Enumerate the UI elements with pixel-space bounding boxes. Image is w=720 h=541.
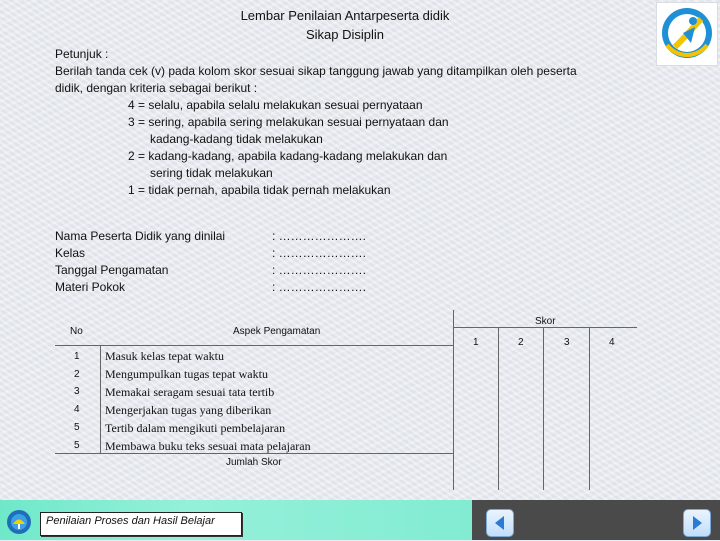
prev-slide-button[interactable] [486,509,514,537]
aspect-cell: Mengerjakan tugas yang diberikan [105,403,272,417]
column-header-aspect: Aspek Pengamatan [233,326,321,337]
row-number: 3 [74,386,80,397]
score-column-3: 3 [564,337,570,348]
prev-arrow-icon [487,510,513,536]
page-subtitle: Sikap Disiplin [305,27,385,42]
column-header-no: No [70,326,83,337]
table-line [453,327,637,328]
table-line [453,310,454,490]
aspect-cell: Tertib dalam mengikuti pembelajaran [105,421,286,435]
page-title: Lembar Penilaian Antarpeserta didik [240,8,450,23]
table-line [589,327,590,490]
aspect-cell: Mengumpulkan tugas tepat waktu [105,367,268,381]
identity-label-topic: Materi Pokok [55,280,126,294]
next-arrow-icon [684,510,710,536]
criteria-3-cont: kadang-kadang tidak melakukan [150,132,323,146]
table-line [498,327,499,490]
aspect-cell: Membawa buku teks sesuai mata pelajaran [105,439,311,453]
identity-value-class[interactable]: : …………………. [272,246,367,260]
aspect-cell: Masuk kelas tepat waktu [105,349,224,363]
criteria-2-cont: sering tidak melakukan [150,166,273,180]
instructions-line: Berilah tanda cek (v) pada kolom skor sesuai sikap tanggung jawab yang ditampilkan oleh peserta [55,64,577,78]
criteria-3: 3 = sering, apabila sering melakukan sesuai pernyataan dan [128,115,449,129]
table-line [55,345,453,346]
identity-label-class: Kelas [55,246,86,260]
criteria-4: 4 = selalu, apabila selalu melakukan sesuai pernyataan [128,98,423,112]
identity-label-date: Tanggal Pengamatan [55,263,169,277]
score-column-4: 4 [609,337,615,348]
identity-value-date[interactable]: : …………………. [272,263,367,277]
column-header-score: Skor [535,316,556,327]
row-number: 4 [74,404,80,415]
identity-label-name: Nama Peserta Didik yang dinilai [55,229,226,243]
next-slide-button[interactable] [683,509,711,537]
table-line [100,345,101,453]
row-number: 5 [74,422,80,433]
total-score-label: Jumlah Skor [226,457,282,468]
kurikulum-2013-logo-icon [656,2,718,66]
instructions-line: didik, dengan kriteria sebagai berikut : [55,81,258,95]
score-column-1: 1 [473,337,479,348]
row-number: 1 [74,351,80,362]
instructions-heading: Petunjuk : [55,47,109,61]
score-column-2: 2 [518,337,524,348]
table-line [543,327,544,490]
aspect-cell: Memakai seragam sesuai tata tertib [105,385,275,399]
row-number: 2 [74,369,80,380]
tut-wuri-handayani-icon [6,509,32,535]
criteria-2: 2 = kadang-kadang, apabila kadang-kadang melakukan dan [128,149,448,163]
row-number: 5 [74,440,80,451]
criteria-1: 1 = tidak pernah, apabila tidak pernah melakukan [128,183,391,197]
footer-label: Penilaian Proses dan Hasil Belajar [46,515,215,527]
identity-value-name[interactable]: : …………………. [272,229,367,243]
identity-value-topic[interactable]: : …………………. [272,280,367,294]
